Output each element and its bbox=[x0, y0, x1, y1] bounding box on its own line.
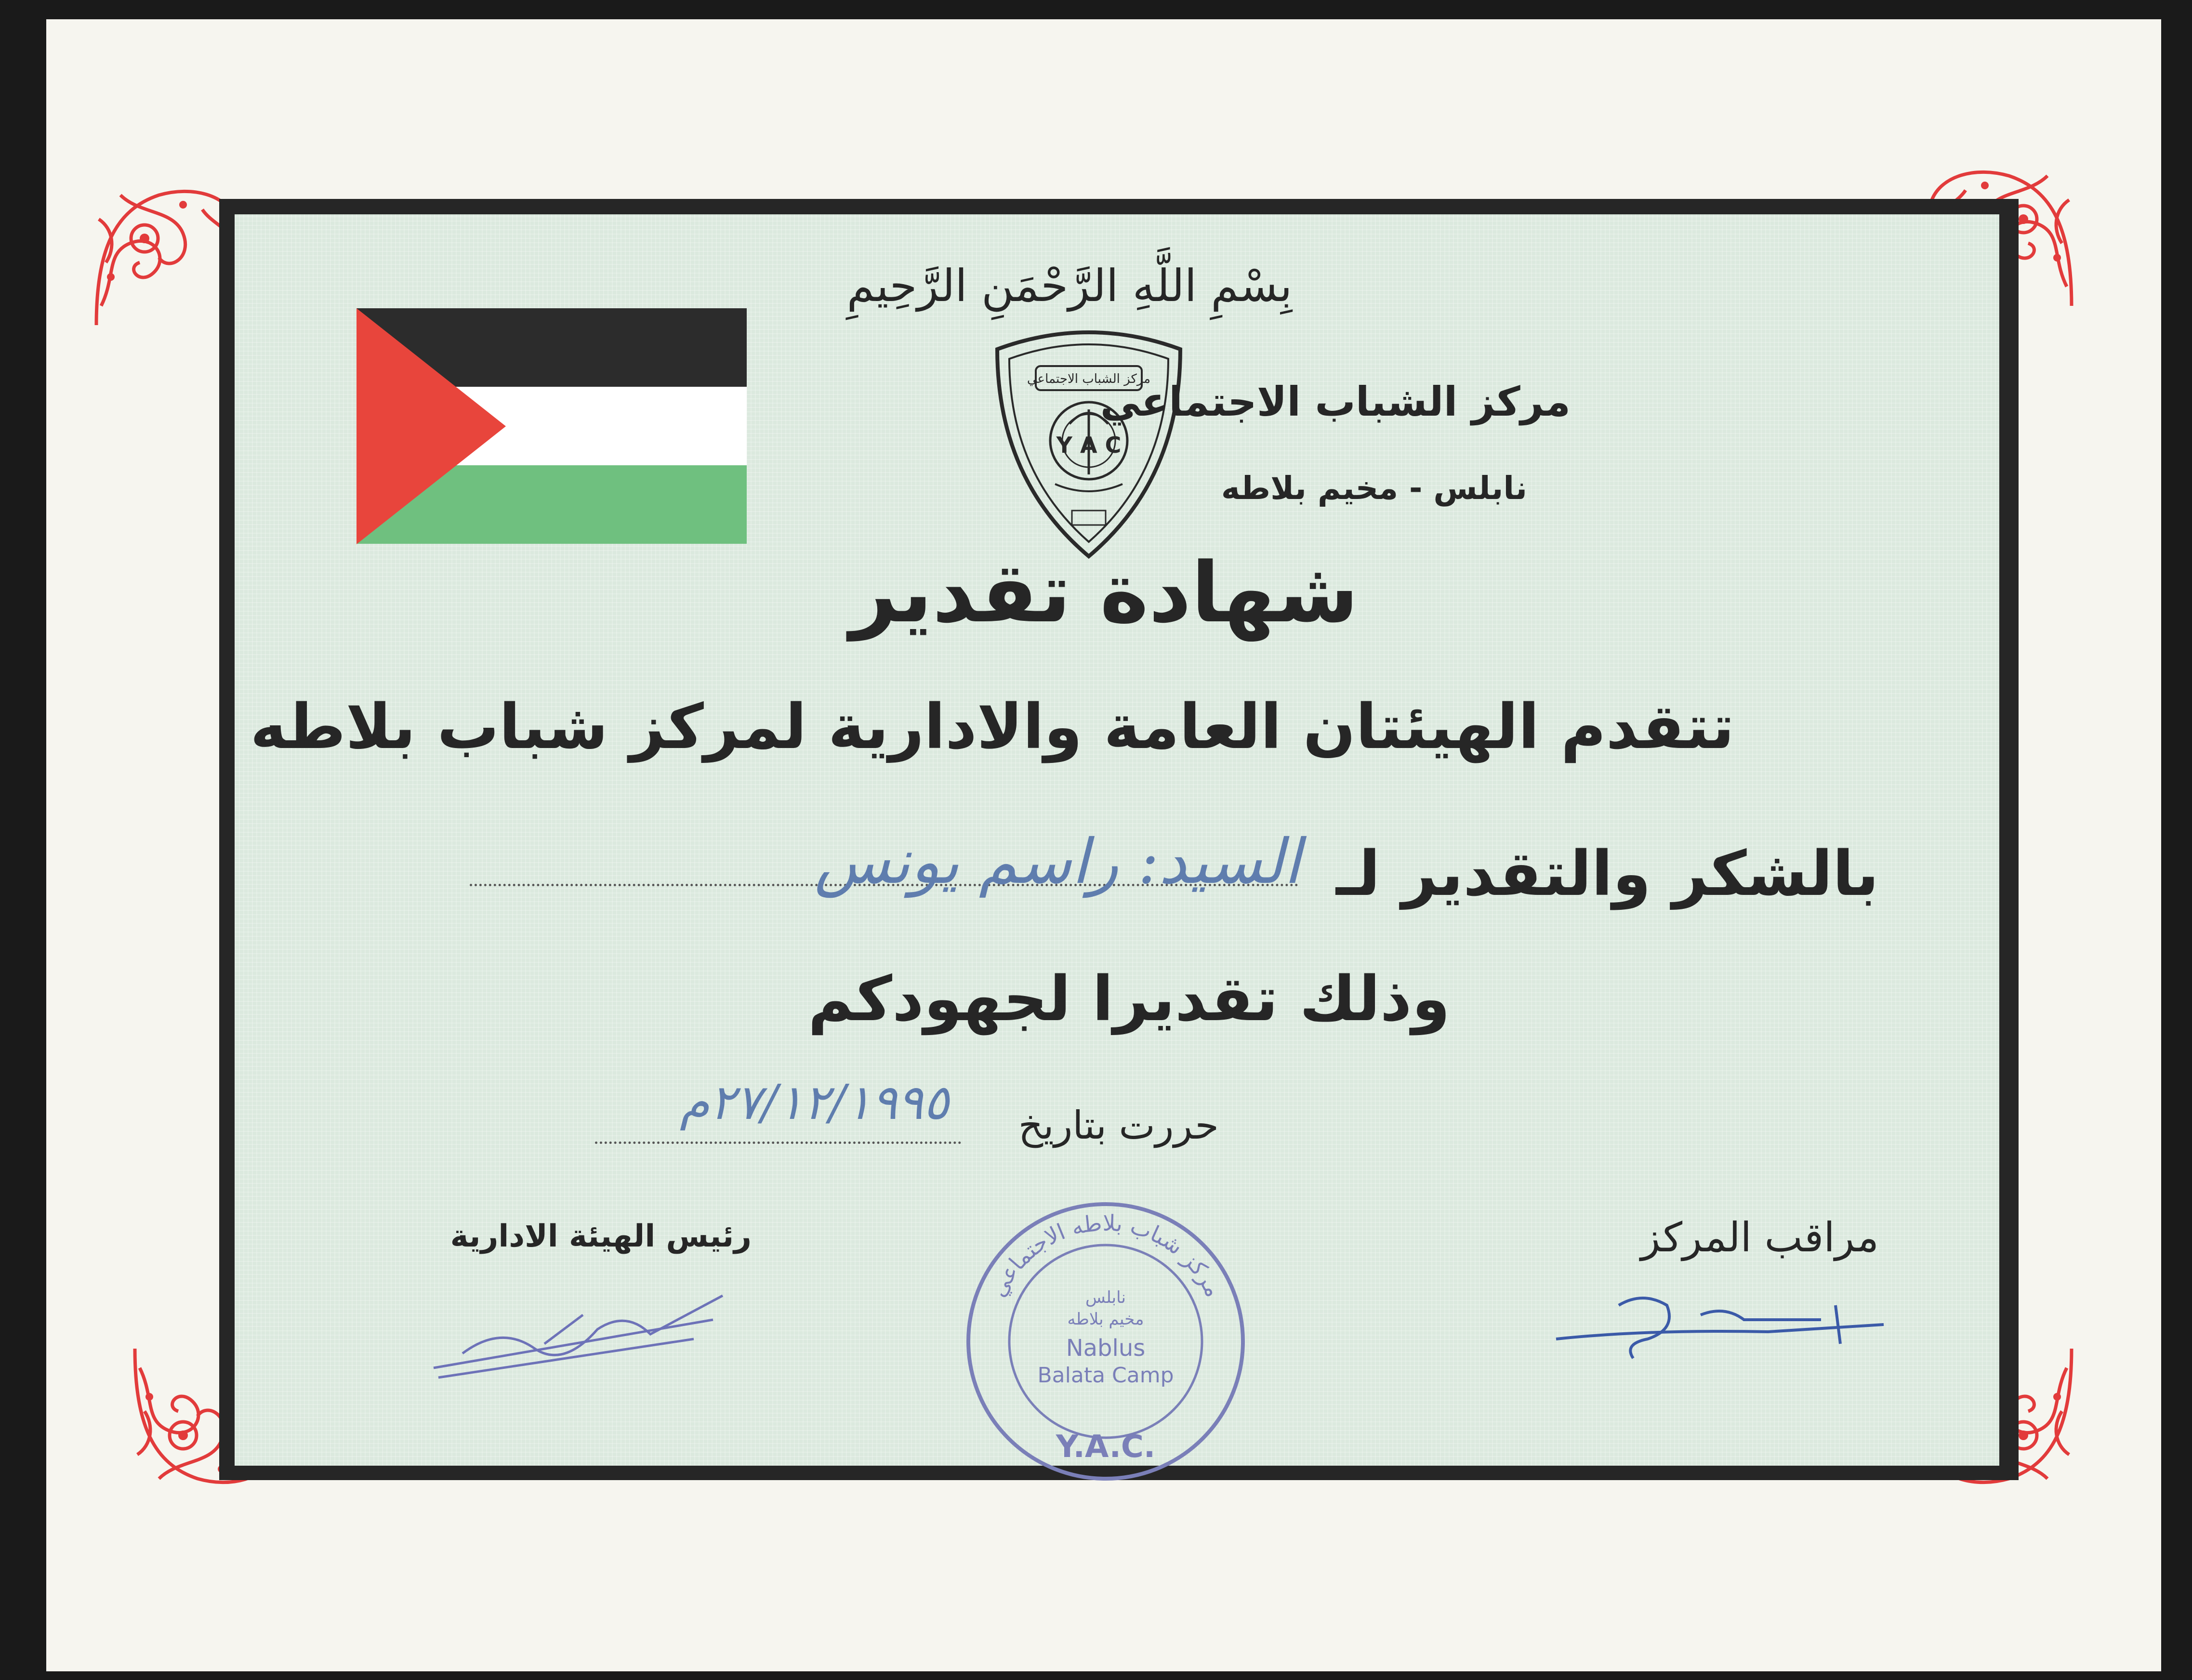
date-dotted-line bbox=[595, 1142, 961, 1144]
stamp-line-5: Y.A.C. bbox=[1056, 1429, 1156, 1465]
organization-location: نابلس - مخيم بلاطه bbox=[1221, 470, 1527, 507]
stamp-line-3: Nablus bbox=[1066, 1335, 1146, 1362]
date-label: حررت بتاريخ bbox=[1018, 1103, 1219, 1148]
stamp-line-1: نابلس bbox=[1085, 1288, 1126, 1307]
certificate-body-line-2-prefix: بالشكر والتقدير لـ bbox=[1336, 838, 1879, 910]
stamp-line-4: Balata Camp bbox=[1037, 1363, 1174, 1388]
handwritten-date: ٢٧/١٢/١٩٩٥م bbox=[680, 1074, 949, 1130]
certificate-body-line-1: تتقدم الهيئتان العامة والادارية لمركز شباب بلاطه bbox=[250, 691, 1734, 763]
board-chair-signature bbox=[424, 1281, 737, 1387]
recipient-handwritten-name: السيد: راسم يونس bbox=[814, 826, 1301, 898]
basmala-heading: بِسْمِ اللَّهِ الرَّحْمَنِ الرَّحِيمِ bbox=[846, 260, 1293, 312]
certificate-title: شهادة تقدير bbox=[849, 544, 1359, 641]
palestinian-flag-icon bbox=[357, 308, 752, 544]
svg-text:Y A C: Y A C bbox=[1056, 432, 1122, 458]
certificate-body-line-3: وذلك تقديرا لجهودكم bbox=[808, 963, 1450, 1035]
organization-stamp bbox=[956, 1197, 1255, 1486]
board-chair-label: رئيس الهيئة الادارية bbox=[450, 1219, 752, 1254]
center-supervisor-label: مراقب المركز bbox=[1640, 1214, 1879, 1261]
stamp-line-2: مخيم بلاطه bbox=[1067, 1310, 1144, 1329]
svg-text:مركز الشباب الاجتماعي: مركز الشباب الاجتماعي bbox=[1027, 372, 1151, 386]
center-supervisor-signature bbox=[1551, 1286, 1898, 1363]
stamp-arc-text: مركز شباب بلاطه الاجتماعي bbox=[984, 1209, 1227, 1301]
organization-name: مركز الشباب الاجتماعي bbox=[1100, 378, 1571, 425]
center-emblem-logo bbox=[983, 320, 1195, 561]
